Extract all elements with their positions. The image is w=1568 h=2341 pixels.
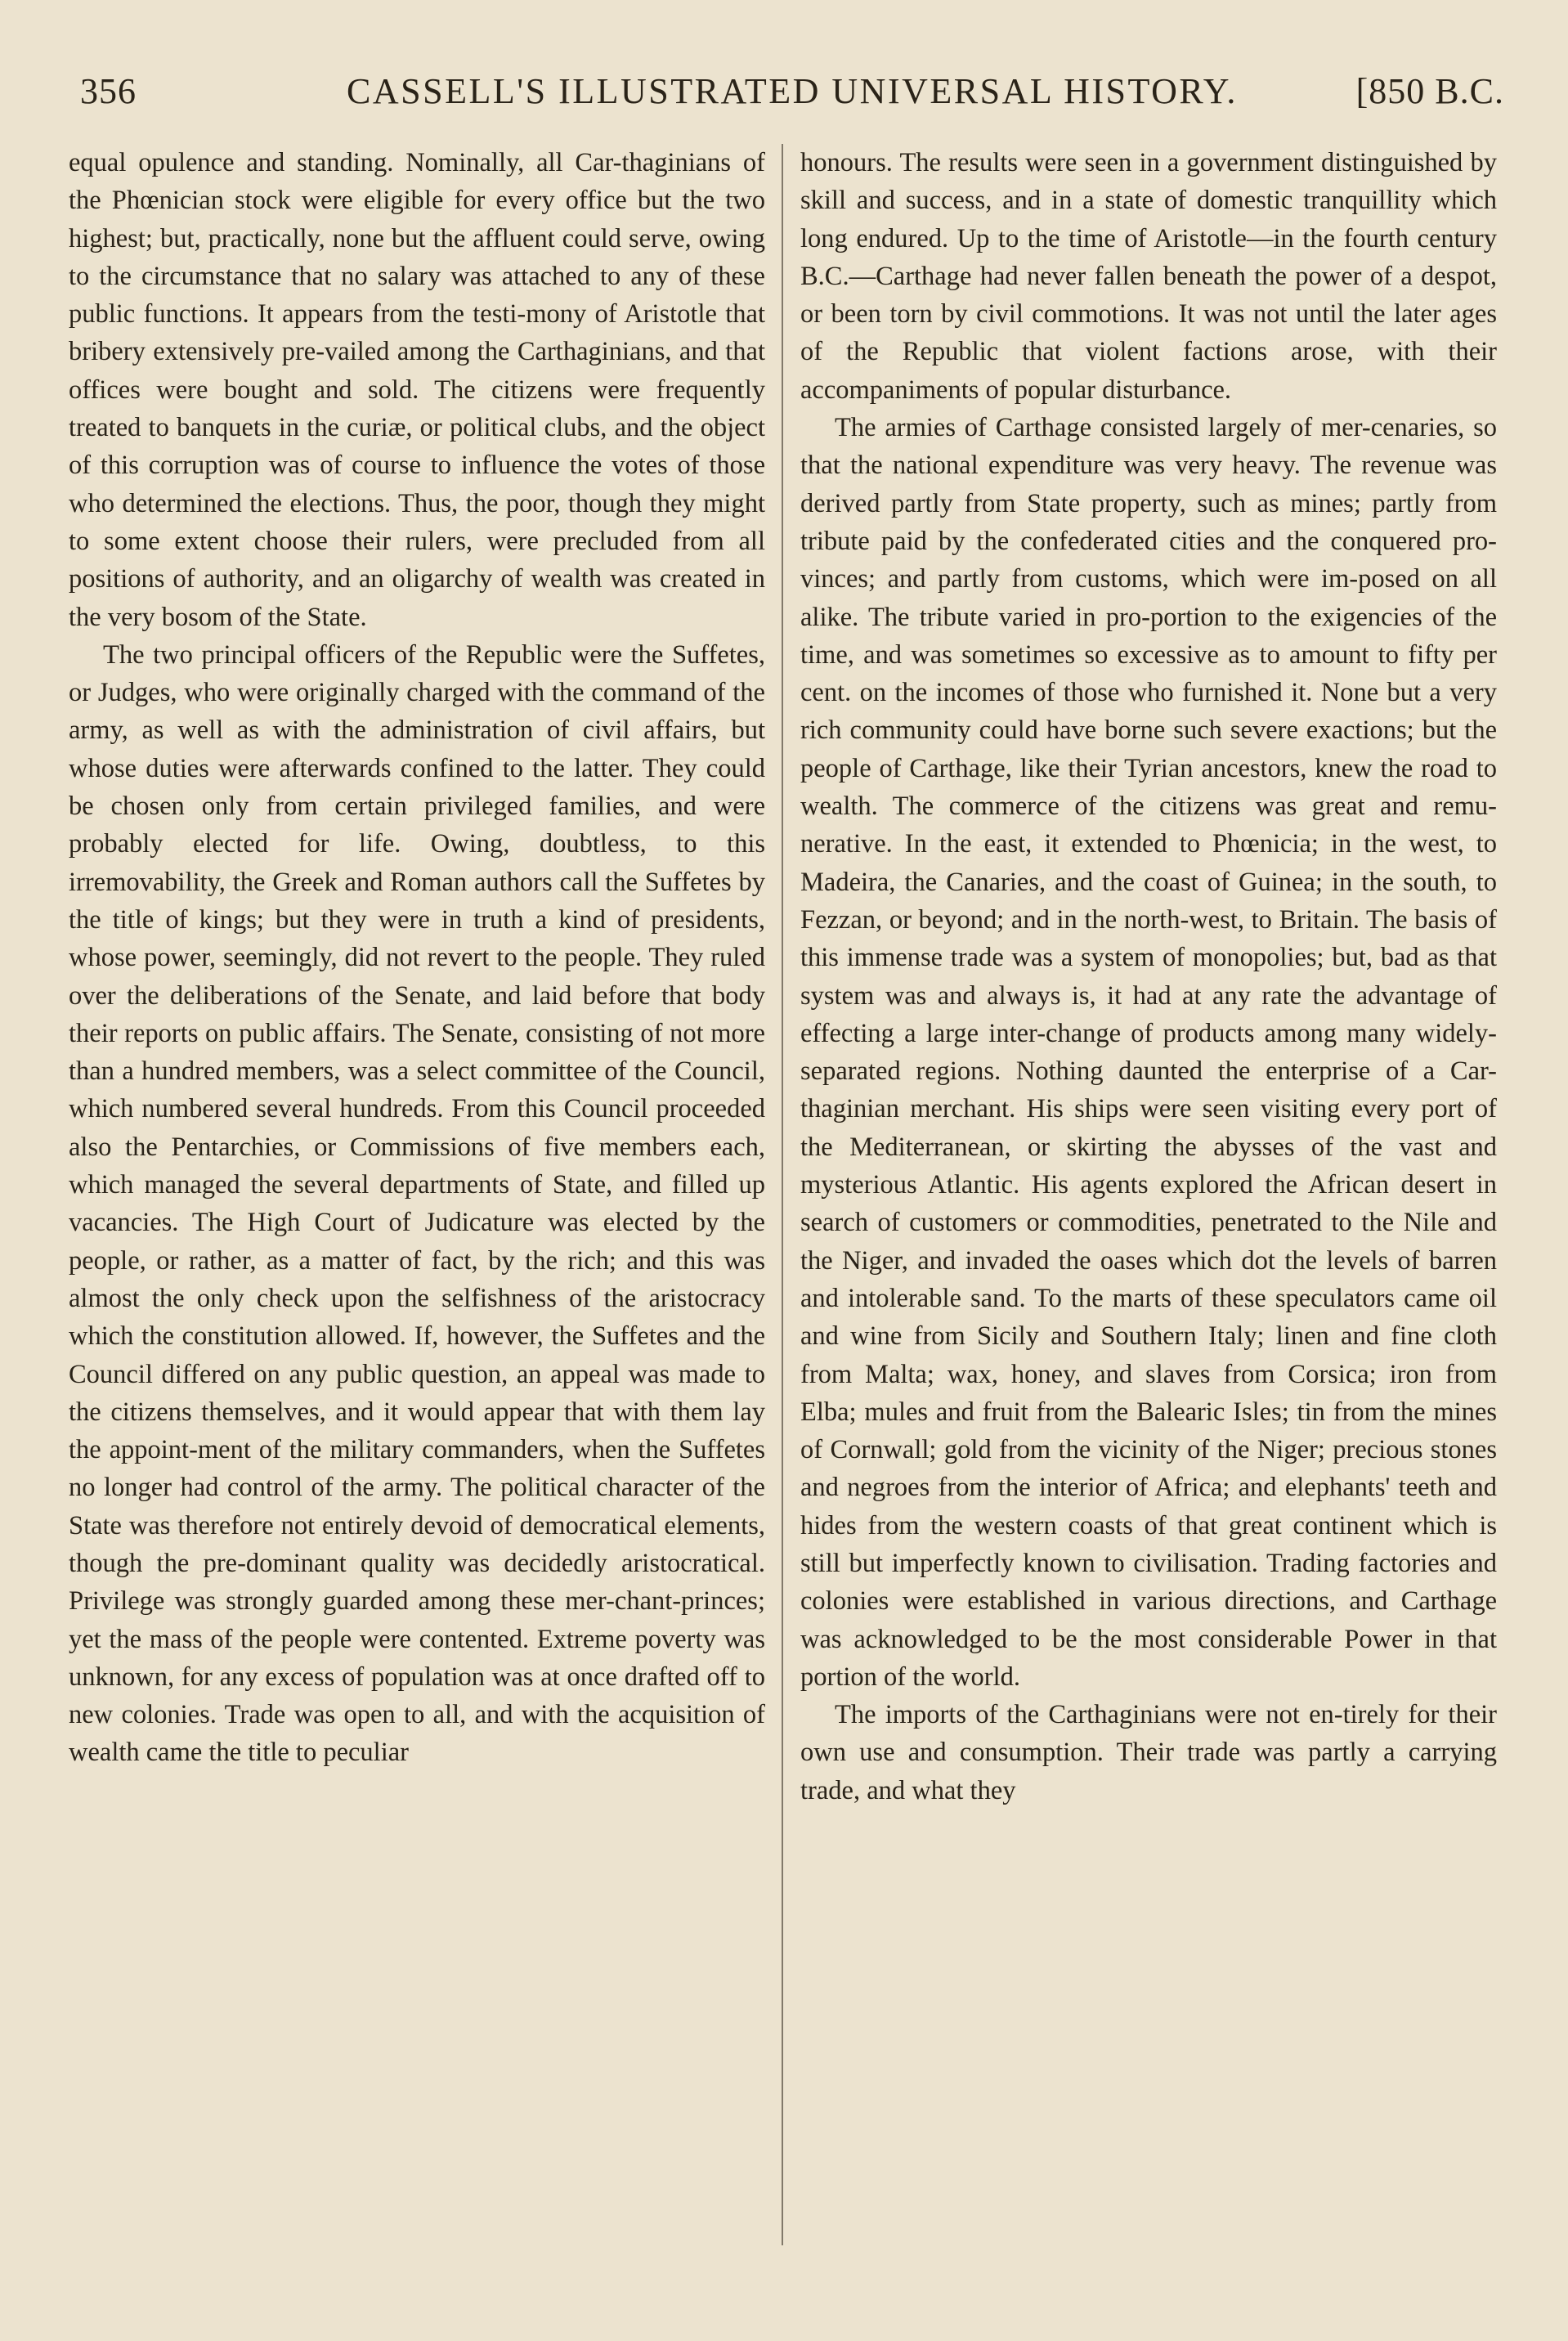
right-paragraph-1: honours. The results were seen in a government distinguished by skill and success, and in a state of domestic tranquillity which long endured. Up to the time of Aristotle—in the fourth century B.C.—Carthage had never fallen beneath the power of a despot, or been torn by civil commotions. It was not until the later ages of the Republic that violent factions arose, with their accompaniments of popular disturbance.: [800, 148, 1497, 405]
right-paragraph-3: The imports of the Carthaginians were not en-tirely for their own use and consumption. Their trade was partly a carrying trade, and what they: [800, 1700, 1497, 1805]
page-number: 356: [80, 71, 137, 111]
running-header: [80, 70, 1504, 128]
header-date: [850 B.C.: [1355, 71, 1504, 111]
right-column: [800, 144, 1497, 1810]
right-paragraph-2: The armies of Carthage consisted largely of mer-cenaries, so that the national expenditure was very heavy. The revenue was derived partly from State property, such as mines; partly from tribute paid by the confederated cities and the conquered pro-vinces; and partly from customs, which were im-posed on all alike. The tribute varied in pro-portion to the exigencies of the time, and was sometimes so excessive as to amount to fifty per cent. on the incomes of those who furnished it. None but a very rich community could have borne such severe exactions; but the people of Carthage, like their Tyrian ancestors, knew the road to wealth. The commerce of the citizens was great and remu-nerative. In the east, it extended to Phœnicia; in the west, to Madeira, the Canaries, and the coast of Guinea; in the south, to Fezzan, or beyond; and in the north-west, to Britain. The basis of this immense trade was a system of monopolies; but, bad as that system was and always is, it had at any rate the advantage of effecting a large inter-change of products among many widely-separated regions. Nothing daunted the enterprise of a Car-thaginian merchant. His ships were seen visiting every port of the Mediterranean, or skirting the abysses of the vast and mysterious Atlantic. His agents explored the African desert in search of customers or commodities, penetrated to the Nile and the Niger, and invaded the oases which dot the levels of barren and intolerable sand. To the marts of these speculators came oil and wine from Sicily and Southern Italy; linen and fine cloth from Malta; wax, honey, and slaves from Corsica; iron from Elba; mules and fruit from the Balearic Isles; tin from the mines of Cornwall; gold from the vicinity of the Niger; precious stones and negroes from the interior of Africa; and elephants' teeth and hides from the western coasts of that great continent which is still but imperfectly known to civilisation. Trading factories and colonies were established in various directions, and Carthage was acknowledged to be the most considerable Power in that portion of the world.: [800, 413, 1497, 1692]
running-title: CASSELL'S ILLUSTRATED UNIVERSAL HISTORY.: [347, 71, 1238, 111]
left-paragraph-2: The two principal officers of the Republic were the Suffetes, or Judges, who were originally charged with the command of the army, as well as with the administration of civil affairs, but whose duties were afterwards confined to the latter. They could be chosen only from certain privileged families, and were probably elected for life. Owing, doubtless, to this irremovability, the Greek and Roman authors call the Suffetes by the title of kings; but they were in truth a kind of presidents, whose power, seemingly, did not revert to the people. They ruled over the deliberations of the Senate, and laid before that body their reports on public affairs. The Senate, consisting of not more than a hundred members, was a select committee of the Council, which numbered several hundreds. From this Council proceeded also the Pentarchies, or Commissions of five members each, which managed the several departments of State, and filled up vacancies. The High Court of Judicature was elected by the people, or rather, as a matter of fact, by the rich; and this was almost the only check upon the selfishness of the aristocracy which the constitution allowed. If, however, the Suffetes and the Council differed on any public question, an appeal was made to the citizens themselves, and it would appear that with them lay the appoint-ment of the military commanders, when the Suffetes no longer had control of the army. The political character of the State was therefore not entirely devoid of democratical elements, though the pre-dominant quality was decidedly aristocratical. Privilege was strongly guarded among these mer-chant-princes; yet the mass of the people were contented. Extreme poverty was unknown, for any excess of population was at once drafted off to new colonies. Trade was open to all, and with the acquisition of wealth came the title to peculiar: [69, 639, 765, 1768]
left-column: [69, 144, 765, 1772]
left-paragraph-1: equal opulence and standing. Nominally, all Car-thaginians of the Phœnician stock were eligible for every office but the two highest; but, practically, none but the affluent could serve, owing to the circumstance that no salary was attached to any of these public functions. It appears from the testi-mony of Aristotle that bribery extensively pre-vailed among the Carthaginians, and that offices were bought and sold. The citizens were frequently treated to banquets in the curiæ, or political clubs, and the object of this corruption was of course to influence the votes of those who determined the elections. Thus, the poor, though they might to some extent choose their rulers, were precluded from all positions of authority, and an oligarchy of wealth was created in the very bosom of the State.: [69, 148, 765, 632]
column-divider: [782, 144, 783, 2245]
